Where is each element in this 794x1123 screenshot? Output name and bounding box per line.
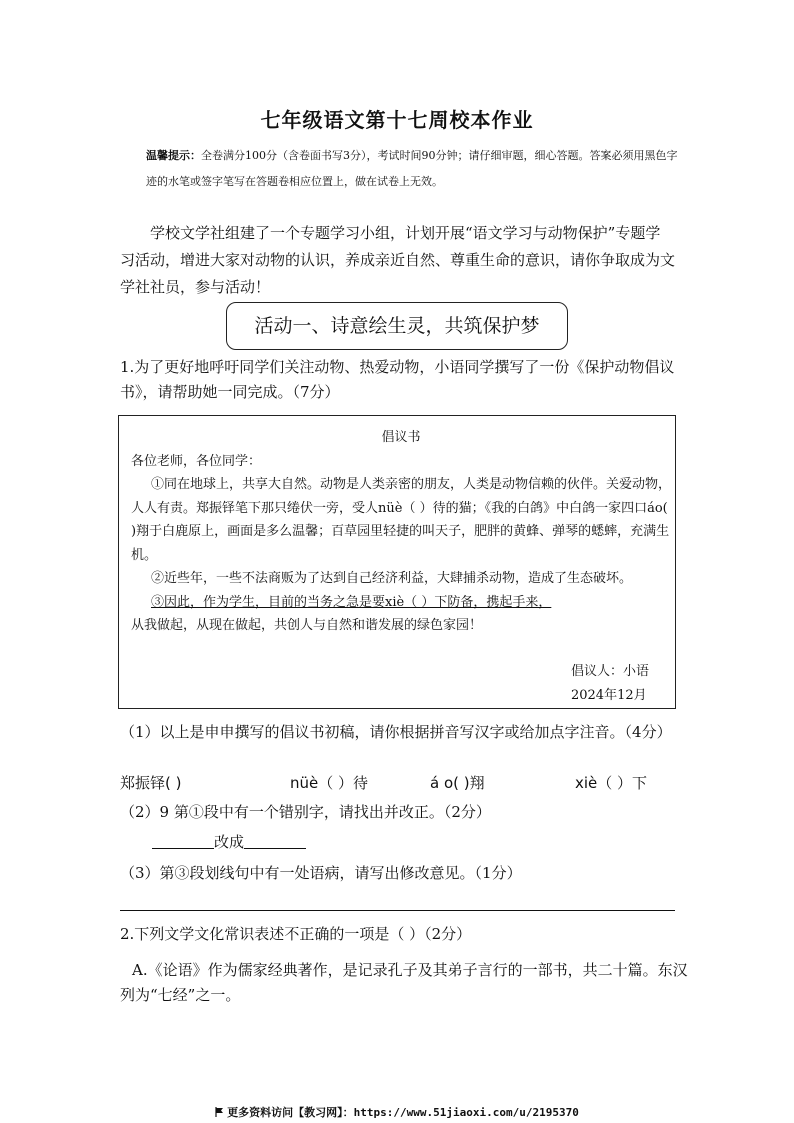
letter-greeting: 各位老师，各位同学：: [131, 453, 262, 469]
option-a: A.《论语》作为儒家经典著作，是记录孔子及其弟子言行的一部书，共二十篇。东汉列为“七经”之一。: [120, 961, 688, 1004]
underlined-sentence: ③因此，作为学生，目前的当务之急是要xiè（ ）下防备，携起手来，: [151, 594, 552, 610]
pinyin-item-3: á o( )翔: [430, 774, 485, 792]
proposal-letter-box: [118, 415, 676, 709]
pinyin-item-2: nüè（ ）待: [290, 774, 369, 792]
tip-label: 温馨提示：: [146, 149, 201, 162]
pinyin-item-1: 郑振铎( ): [120, 774, 182, 792]
wrong-char-blank[interactable]: [152, 832, 214, 849]
letter-paragraph-3: [131, 591, 671, 615]
footer-link[interactable]: 更多资料访问【教习网】：https://www.51jiaoxi.com/u/2195370: [227, 1106, 579, 1119]
sub-question-3: （3）第③段划线句中有一处语病，请写出修改意见。（1分）: [120, 864, 522, 882]
sub-question-2: （2）9 第①段中有一个错别字，请找出并改正。（2分）: [120, 803, 491, 821]
correction-line: [152, 830, 712, 855]
letter-heading: 倡议书: [381, 430, 421, 445]
tip-text: 全卷满分100分（含卷面书写3分），考试时间90分钟；请仔细审题，细心答题。答案必须用黑色字迹的水笔或签字笔写在答题卷相应位置上，做在试卷上无效。: [146, 149, 678, 188]
activity-title-box: 活动一、诗意绘生灵，共筑保护梦: [226, 302, 568, 350]
intro-paragraph: 学校文学社组建了一个专题学习小组，计划开展“语文学习与动物保护”专题学习活动，增进大家对动物的认识，养成亲近自然、尊重生命的意识，请你争取成为文学社社员，参与活动！: [120, 224, 676, 296]
letter-date: 2024年12月: [570, 688, 647, 703]
question-2: 2.下列文学文化常识表述不正确的一项是（ ）（2分）: [120, 925, 472, 943]
flag-icon: [215, 1107, 224, 1117]
correct-char-blank[interactable]: [244, 832, 306, 849]
letter-paragraph-2: ②近些年，一些不法商贩为了达到自己经济利益，大肆捕杀动物，造成了生态破坏。: [151, 571, 633, 586]
exam-tip: [146, 143, 682, 195]
letter-signature: [571, 660, 649, 708]
pinyin-answer-row: [120, 772, 680, 796]
change-to-label: 改成: [214, 833, 245, 851]
footer: [0, 1104, 794, 1120]
letter-paragraph-1: ①同在地球上，共享大自然。动物是人类亲密的朋友，人类是动物信赖的伙伴。关爱动物，人人有责。郑振铎笔下那只绻伏一旁，受人nüè（ ）待的猫；《我的白鸽》中白鸽一家四口áo( )翔于白鹿原上，画面是多么温馨；百草园里轻捷的叫天子，肥胖的黄蜂、弹琴的蟋蟀，充满生机。: [131, 477, 672, 563]
page-title: 七年级语文第十七周校本作业: [260, 108, 534, 132]
question-1: 1.为了更好地呼吁同学们关注动物、热爱动物，小语同学撰写了一份《保护动物倡议书》，请帮助她一同完成。（7分）: [120, 358, 675, 401]
signer: 倡议人：小语: [570, 664, 649, 679]
pinyin-item-4: xiè（ ）下: [575, 774, 648, 792]
answer-line: [120, 910, 675, 911]
letter-paragraph-3-cont: 从我做起，从现在做起，共创人与自然和谐发展的绿色家园！: [131, 618, 483, 633]
sub-question-1: （1）以上是申申撰写的倡议书初稿，请你根据拼音写汉字或给加点字注音。（4分）: [120, 723, 672, 741]
